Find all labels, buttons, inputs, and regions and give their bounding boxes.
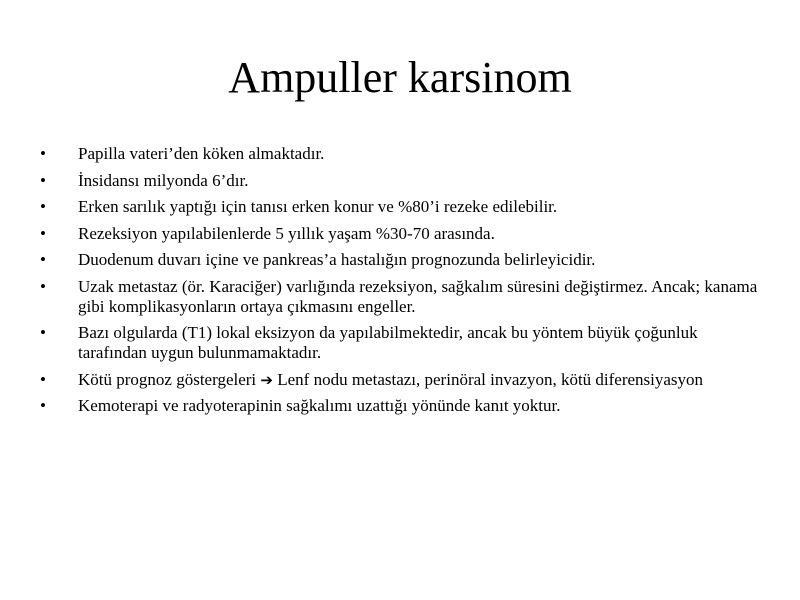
bullet-item-prognosis	[40, 370, 760, 390]
bullet-item-metastasis	[40, 277, 760, 317]
bullet-item-local-excision	[40, 323, 760, 363]
bullet-icon: •	[40, 144, 46, 163]
bullet-icon: •	[40, 197, 46, 216]
bullet-item-incidence	[40, 171, 760, 191]
bullet-item-early-diagnosis	[40, 197, 760, 217]
bullet-text: Bazı olgularda (T1) lokal eksizyon da yapılabilmektedir, ancak bu yöntem büyük çoğunluk tarafından uygun bulunmamaktadır.	[78, 323, 698, 362]
bullet-text: Erken sarılık yaptığı için tanısı erken konur ve %80’i rezeke edilebilir.	[78, 197, 558, 216]
bullet-icon: •	[40, 369, 46, 389]
bullet-text: Uzak metastaz (ör. Karaciğer) varlığında rezeksiyon, sağkalım süresini değiştirmez. Ancak; kanama gibi komplikasyonların ortaya çıkmasını engeller.	[78, 276, 758, 316]
bullet-item-origin	[40, 144, 760, 164]
arrow-right-icon: ➔	[260, 370, 273, 389]
bullet-icon: •	[40, 170, 46, 190]
bullet-icon: •	[40, 250, 46, 269]
slide-title: Ampuller karsinom	[228, 53, 572, 102]
bullet-icon: •	[40, 223, 46, 243]
bullet-icon: •	[40, 323, 46, 342]
bullet-text: Kemoterapi ve radyoterapinin sağkalımı uzattığı yönünde kanıt yoktur.	[78, 396, 561, 415]
bullet-item-duodenum	[40, 250, 760, 270]
bullet-item-therapy	[40, 396, 760, 416]
bullet-text: Papilla vateri’den köken almaktadır.	[78, 144, 325, 163]
bullet-text: Duodenum duvarı içine ve pankreas’a hastalığın prognozunda belirleyicidir.	[78, 250, 596, 269]
bullet-text: İnsidansı milyonda 6’dır.	[78, 170, 249, 190]
bullet-item-survival	[40, 224, 760, 244]
bullet-text: Rezeksiyon yapılabilenlerde 5 yıllık yaşam %30-70 arasında.	[78, 223, 495, 243]
bullet-list	[40, 144, 760, 423]
bullet-text-after: Lenf nodu metastazı, perinöral invazyon, kötü diferensiyasyon	[277, 369, 704, 389]
bullet-icon: •	[40, 276, 46, 296]
bullet-icon: •	[40, 396, 46, 415]
bullet-text-before: Kötü prognoz göstergeleri	[78, 369, 257, 389]
